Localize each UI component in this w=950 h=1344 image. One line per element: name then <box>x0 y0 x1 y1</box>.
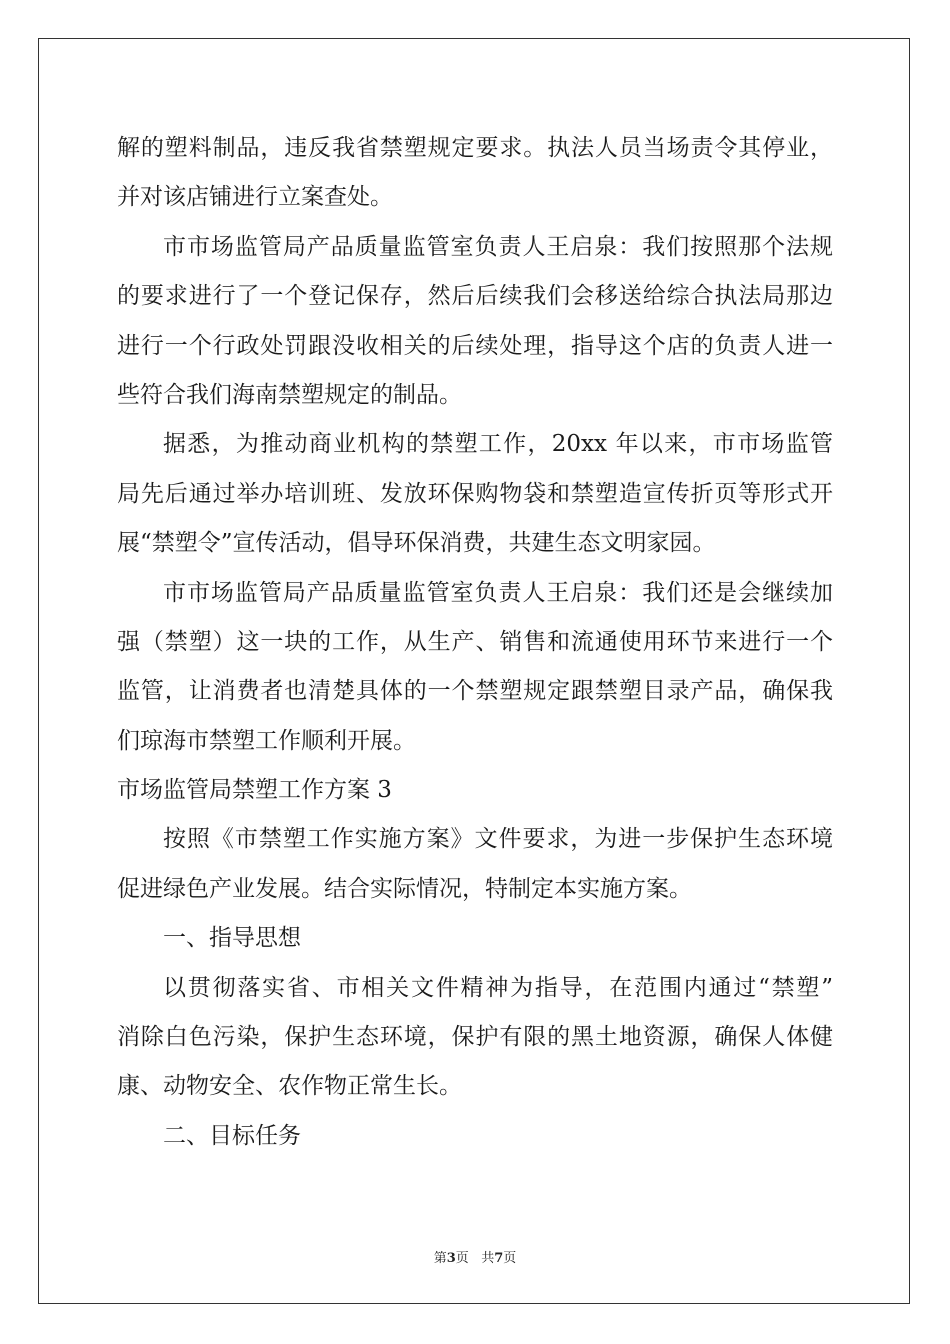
total-prefix: 共 <box>481 1251 495 1266</box>
page-suffix: 页 <box>455 1251 469 1266</box>
text-line: 强（禁塑）这一块的工作，从生产、销售和流通使用环节来进行一个 <box>117 628 833 655</box>
text-line: 按照《市禁塑工作实施方案》文件要求，为进一步保护生态环境 <box>163 826 833 853</box>
text-line: 一、指导思想 <box>163 925 301 952</box>
page-prefix: 第 <box>433 1251 447 1266</box>
text-line: 以贯彻落实省、市相关文件精神为指导，在范围内通过“禁塑” <box>163 974 833 1001</box>
text-line: 展“禁塑令”宣传活动，倡导环保消费，共建生态文明家园。 <box>117 530 716 557</box>
text-line: 的要求进行了一个登记保存，然后后续我们会移送给综合执法局那边 <box>117 283 833 310</box>
page-footer <box>0 1247 950 1266</box>
text-line: 据悉，为推动商业机构的禁塑工作，20xx 年以来，市市场监管 <box>163 431 833 458</box>
text-line: 们琼海市禁塑工作顺利开展。 <box>117 727 416 754</box>
document-body <box>117 124 833 1161</box>
total-pages: 7 <box>494 1251 504 1266</box>
text-line: 进行一个行政处罚跟没收相关的后续处理，指导这个店的负责人进一 <box>117 332 833 359</box>
text-line: 市场监管局禁塑工作方案 3 <box>117 777 392 804</box>
text-line: 监管，让消费者也清楚具体的一个禁塑规定跟禁塑目录产品，确保我 <box>117 678 833 705</box>
text-line: 解的塑料制品，违反我省禁塑规定要求。执法人员当场责令其停业， <box>117 135 833 161</box>
text-line: 并对该店铺进行立案查处。 <box>117 184 393 211</box>
page-number: 3 <box>446 1251 456 1266</box>
text-line: 局先后通过举办培训班、发放环保购物袋和禁塑造宣传折页等形式开 <box>117 480 833 507</box>
text-line: 市市场监管局产品质量监管室负责人王启泉：我们按照那个法规 <box>163 233 833 260</box>
text-line: 消除白色污染，保护生态环境，保护有限的黑土地资源，确保人体健 <box>117 1024 833 1051</box>
text-line: 市市场监管局产品质量监管室负责人王启泉：我们还是会继续加 <box>163 579 833 606</box>
total-suffix: 页 <box>503 1251 517 1266</box>
text-line: 康、动物安全、农作物正常生长。 <box>117 1073 462 1100</box>
text-line: 二、目标任务 <box>163 1122 301 1149</box>
text-line: 些符合我们海南禁塑规定的制品。 <box>117 381 462 408</box>
text-line: 促进绿色产业发展。结合实际情况，特制定本实施方案。 <box>117 875 692 902</box>
